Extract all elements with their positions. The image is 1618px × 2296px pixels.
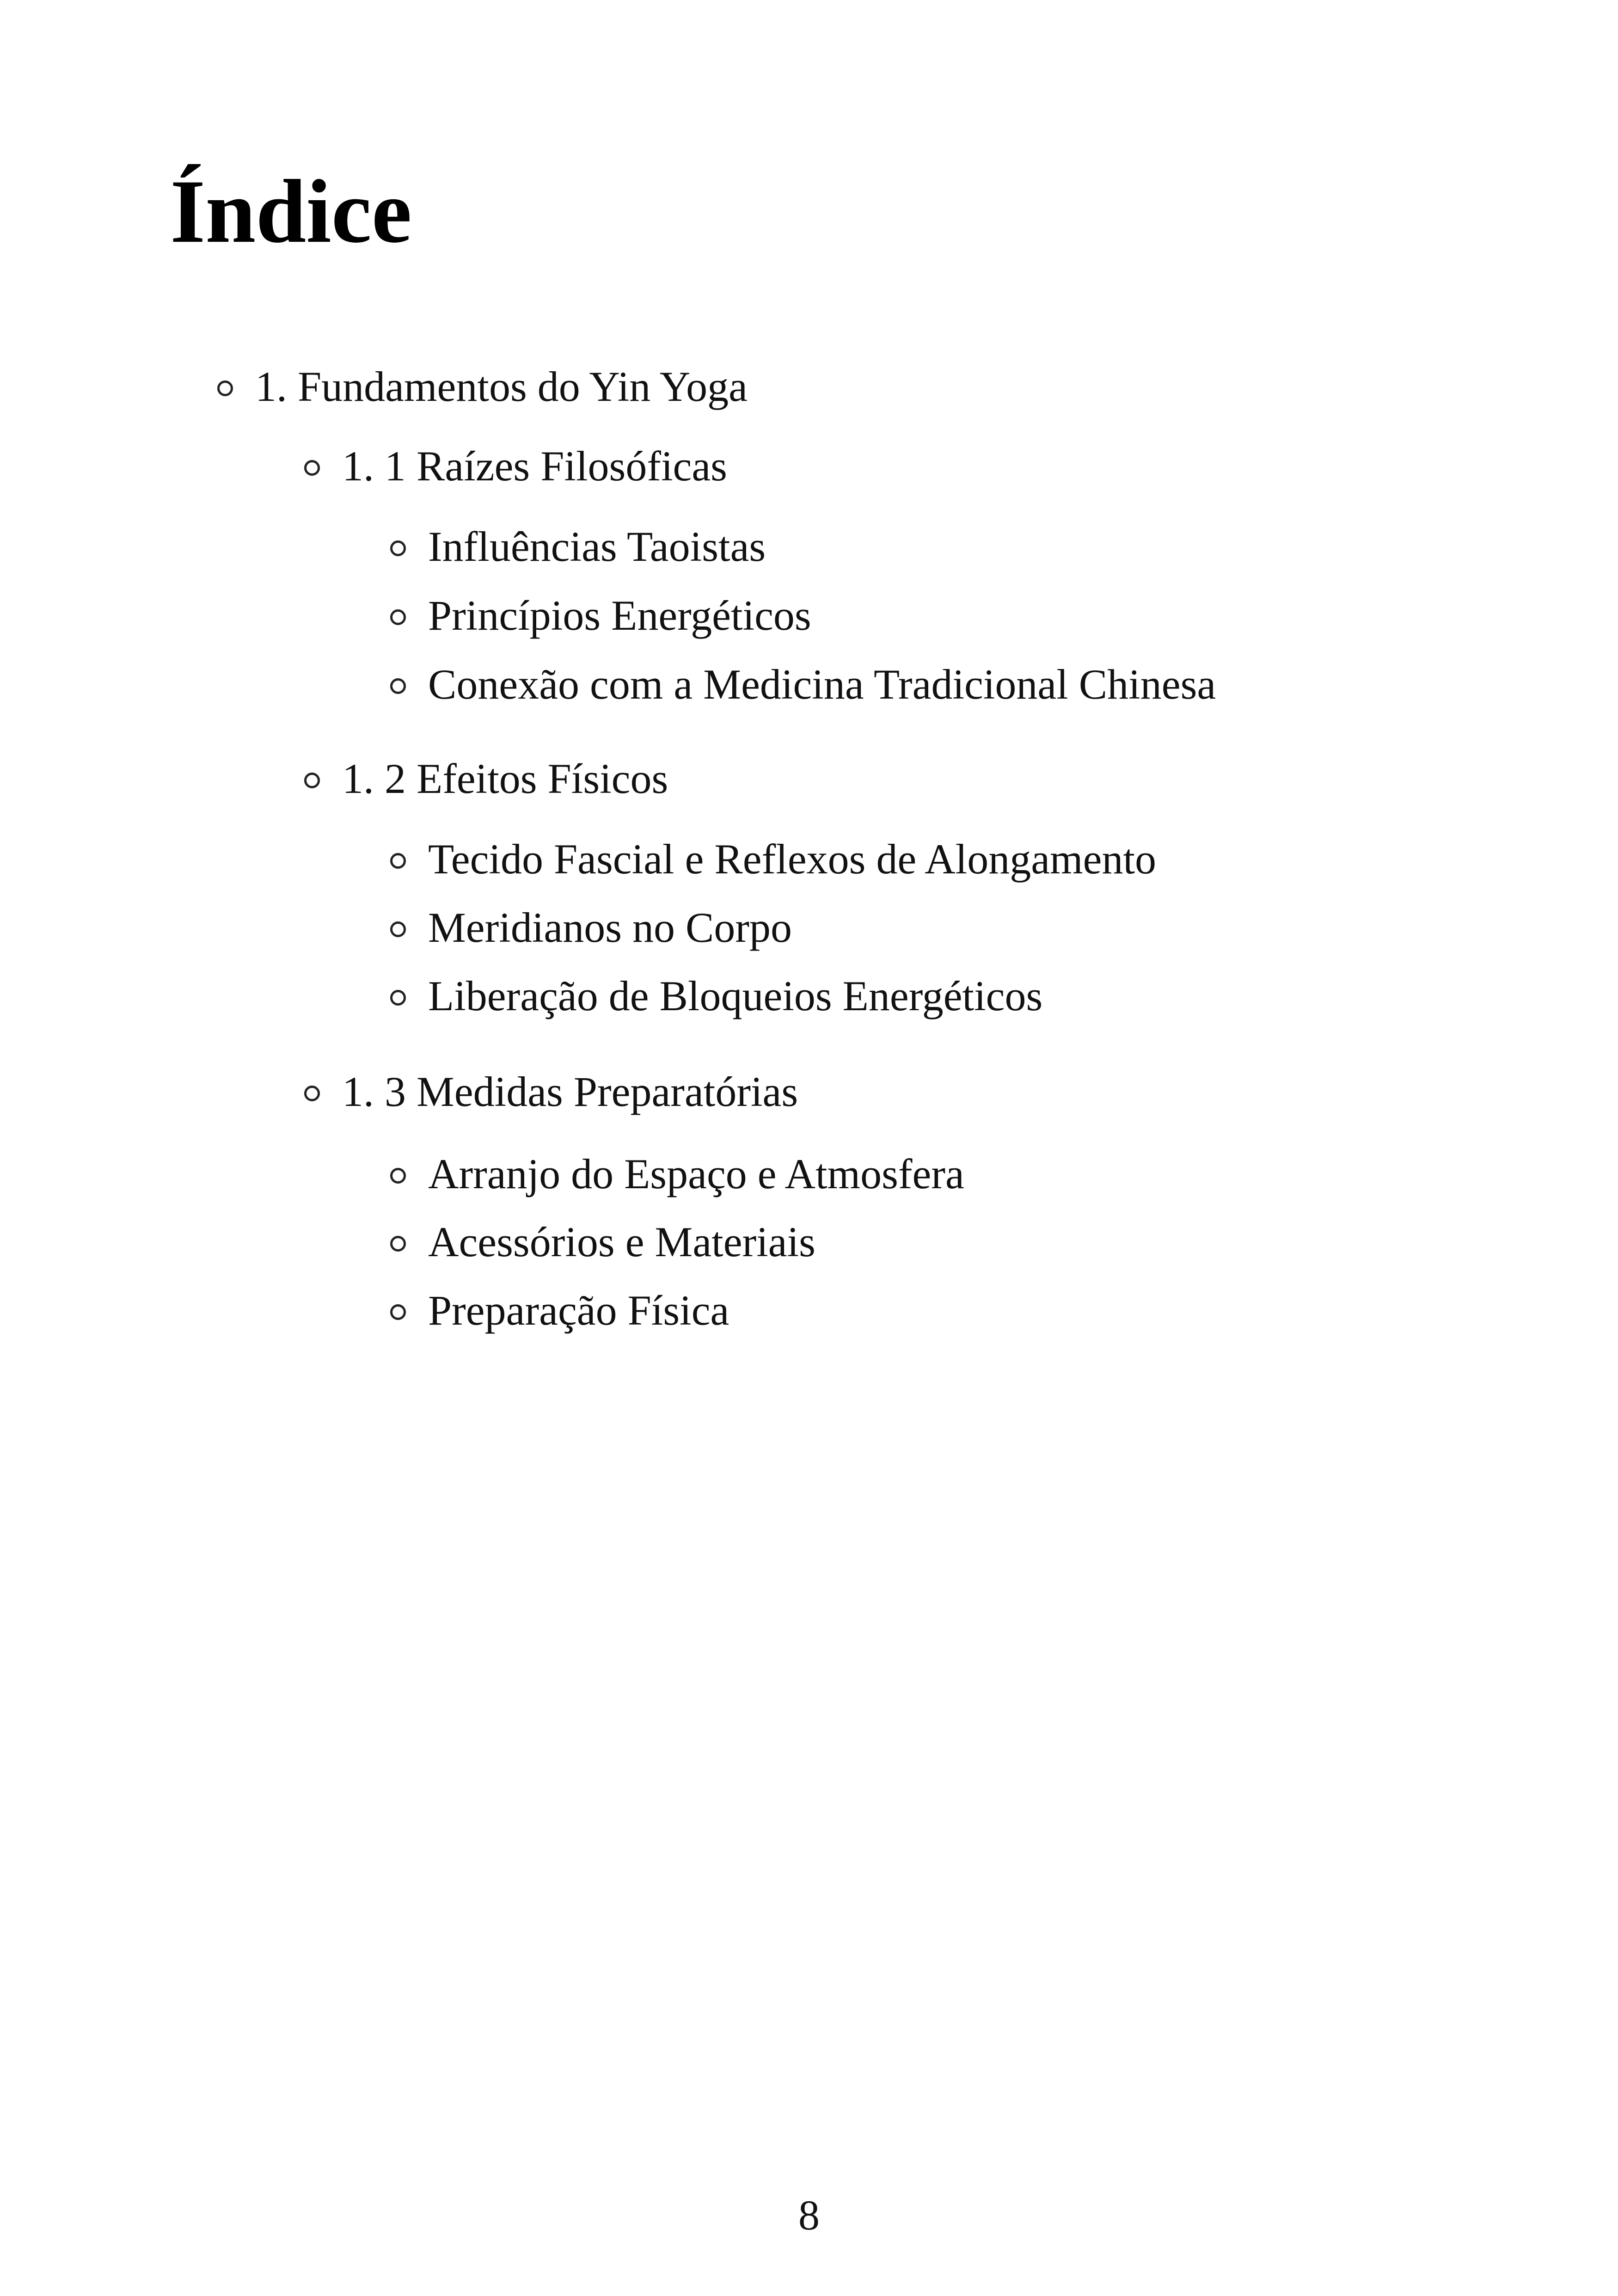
- toc-entry-label: 1. 1 Raízes Filosóficas: [342, 442, 727, 490]
- toc-entry-tecido-fascial[interactable]: [390, 835, 1157, 883]
- toc-entry-label: 1. 2 Efeitos Físicos: [342, 755, 668, 802]
- toc-entry-label: 1. 3 Medidas Preparatórias: [342, 1068, 798, 1115]
- page-title: Índice: [170, 161, 412, 262]
- toc-entry-liberacao-bloqueios[interactable]: [390, 972, 1043, 1019]
- toc-entry-section-1-1[interactable]: [304, 442, 727, 490]
- circle-bullet-icon: [304, 460, 320, 476]
- toc-entry-arranjo-espaco[interactable]: [390, 1150, 964, 1197]
- toc-entry-preparacao-fisica[interactable]: [390, 1289, 729, 1332]
- toc-entry-label: Influências Taoistas: [428, 523, 766, 570]
- toc-entry-label: Arranjo do Espaço e Atmosfera: [428, 1150, 964, 1197]
- page-number: 8: [798, 2192, 820, 2239]
- toc-entry-influencias-taoistas[interactable]: [390, 525, 766, 568]
- circle-bullet-icon: [390, 921, 406, 937]
- toc-entry-section-1-2[interactable]: [304, 757, 668, 800]
- toc-entry-principios-energeticos[interactable]: [390, 594, 811, 637]
- circle-bullet-icon: [390, 609, 406, 625]
- circle-bullet-icon: [217, 381, 233, 396]
- circle-bullet-icon: [390, 853, 406, 869]
- circle-bullet-icon: [390, 678, 406, 694]
- toc-entry-label: Acessórios e Materiais: [428, 1218, 815, 1265]
- circle-bullet-icon: [304, 1086, 320, 1101]
- toc-entry-label: Preparação Física: [428, 1287, 729, 1334]
- circle-bullet-icon: [390, 990, 406, 1006]
- circle-bullet-icon: [304, 773, 320, 788]
- toc-entry-label: Meridianos no Corpo: [428, 904, 792, 951]
- toc-entry-acessorios-materiais[interactable]: [390, 1218, 815, 1265]
- toc-entry-chapter-1[interactable]: [217, 365, 748, 408]
- toc-entry-label: 1. Fundamentos do Yin Yoga: [255, 363, 748, 410]
- toc-entry-label: Liberação de Bloqueios Energéticos: [428, 972, 1043, 1019]
- toc-entry-meridianos-no-corpo[interactable]: [390, 906, 792, 949]
- toc-entry-conexao-medicina-chinesa[interactable]: [390, 663, 1216, 706]
- circle-bullet-icon: [390, 1168, 406, 1184]
- toc-entry-label: Princípios Energéticos: [428, 592, 811, 639]
- circle-bullet-icon: [390, 1236, 406, 1252]
- circle-bullet-icon: [390, 1304, 406, 1320]
- toc-entry-section-1-3[interactable]: [304, 1070, 798, 1113]
- toc-entry-label: Conexão com a Medicina Tradicional Chinesa: [428, 661, 1216, 708]
- circle-bullet-icon: [390, 540, 406, 556]
- toc-entry-label: Tecido Fascial e Reflexos de Alongamento: [428, 835, 1157, 883]
